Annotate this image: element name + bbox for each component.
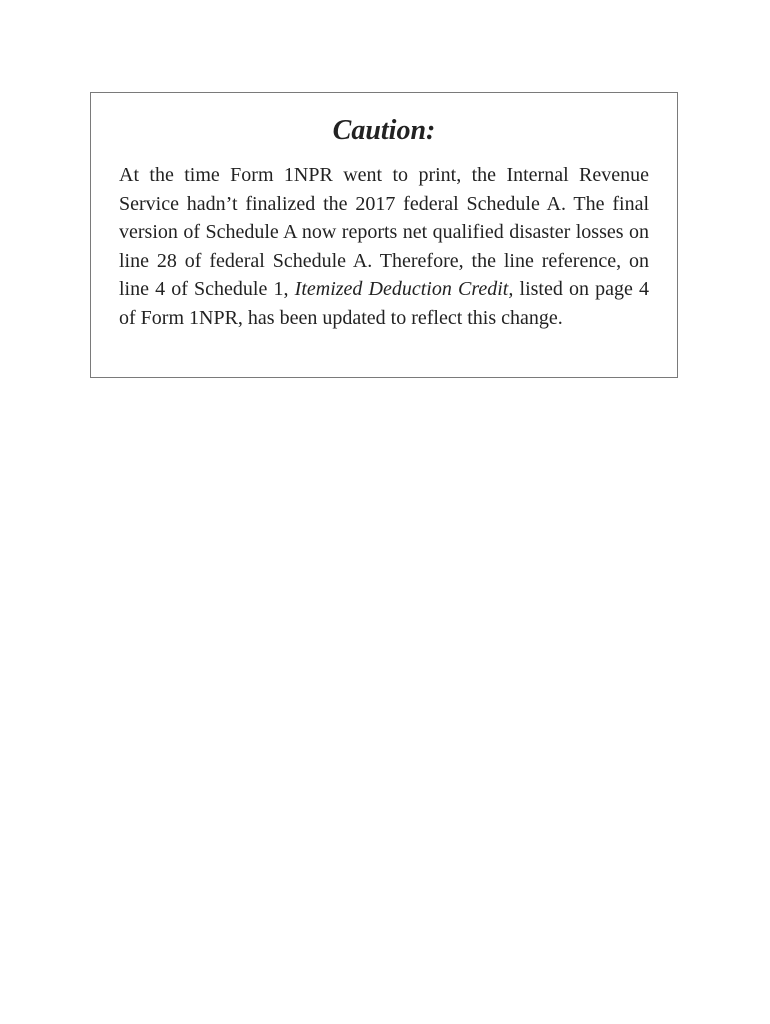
caution-title: Caution:: [332, 115, 436, 146]
itemized-deduction-credit-reference: Itemized Deduction Credit,: [294, 278, 514, 301]
caution-body-part-1: At the time Form 1NPR went to print, the Internal Revenue Service hadn’t finalized the 2017 federal Schedule A. The final version of Schedule A now reports net qualified disaster losses on line 28 of federal Schedule A. Therefore, the line reference, on line 4 of Schedule 1,: [119, 164, 649, 301]
caution-notice-box: [90, 92, 678, 378]
caution-body-text: [119, 161, 649, 333]
caution-body-part-2: listed on page 4 of Form 1NPR, has been updated to reflect this change.: [119, 278, 650, 329]
